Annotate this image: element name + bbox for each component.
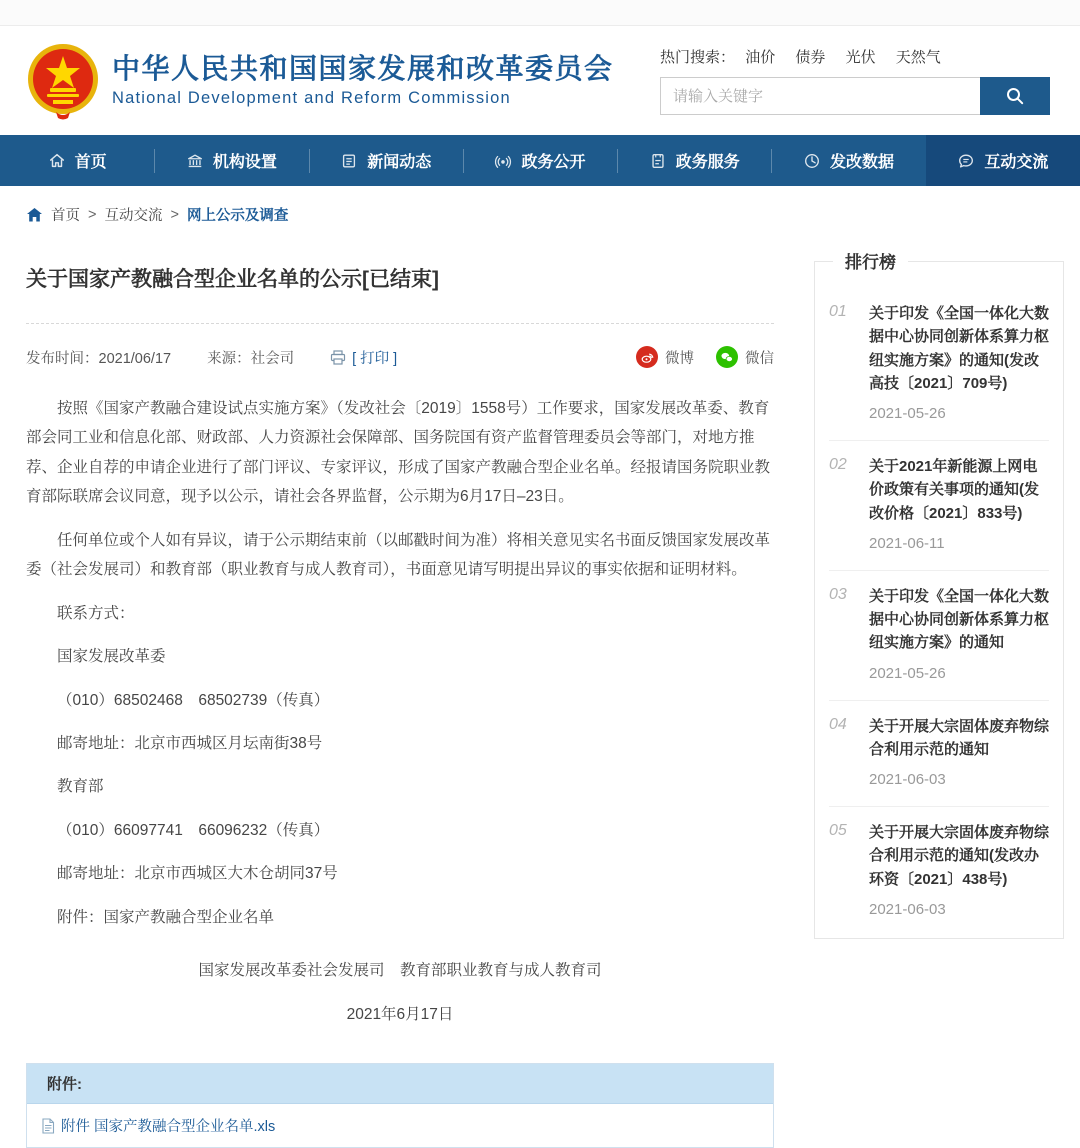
list-item	[829, 441, 1049, 571]
ranking-item-date: 2021-06-03	[869, 900, 946, 918]
contact-line: 教育部	[57, 778, 104, 796]
ranking-item-title[interactable]: 关于印发《全国一体化大数据中心协同创新体系算力枢纽实施方案》的通知(发改高技〔2021〕709号)	[869, 305, 1050, 392]
search-icon	[1005, 86, 1025, 106]
broadcast-icon	[494, 152, 512, 170]
ranking-item-date: 2021-05-26	[869, 664, 946, 682]
breadcrumb-separator: >	[170, 206, 179, 223]
ranking-item-date: 2021-06-11	[869, 534, 945, 552]
nav-item-label: 首页	[74, 154, 107, 171]
signature-line: 国家发展改革委社会发展司 教育部职业教育与成人教育司	[198, 962, 602, 980]
top-strip	[0, 0, 1080, 26]
ranking-item-title[interactable]: 关于开展大宗固体废弃物综合利用示范的通知	[869, 717, 1050, 758]
hot-search-term[interactable]: 债券	[795, 49, 826, 66]
site-brand	[112, 53, 660, 107]
breadcrumb-interaction[interactable]: 互动交流	[104, 208, 163, 224]
nav-item-news[interactable]	[309, 135, 463, 186]
news-icon	[340, 152, 358, 170]
nav-item-home[interactable]	[0, 135, 154, 186]
contact-line: （010）68502468 68502739（传真）	[57, 691, 330, 709]
search-button[interactable]	[980, 77, 1050, 115]
hot-search-term[interactable]: 光伏	[845, 49, 876, 66]
title-divider	[26, 323, 774, 324]
national-emblem-logo	[26, 42, 100, 120]
rank-number: 03	[829, 585, 847, 603]
file-icon	[41, 1118, 55, 1134]
data-icon	[803, 152, 821, 170]
contact-line: （010）66097741 66096232（传真）	[57, 821, 330, 839]
page-title: 关于国家产教融合型企业名单的公示[已结束]	[26, 268, 439, 291]
contact-line: 附件：国家产教融合型企业名单	[57, 908, 275, 926]
contact-line: 国家发展改革委	[57, 648, 166, 666]
home-icon	[26, 207, 43, 223]
hot-search-bar	[660, 46, 1050, 67]
nav-item-label: 互动交流	[984, 154, 1049, 171]
nav-item-orgs[interactable]	[154, 135, 308, 186]
service-icon	[649, 152, 667, 170]
main-nav	[0, 135, 1080, 186]
hot-search-term[interactable]: 油价	[745, 49, 776, 66]
print-label: [ 打印 ]	[352, 350, 398, 367]
ranking-list	[815, 262, 1063, 924]
chat-icon	[957, 152, 975, 170]
attachment-header: 附件:	[27, 1064, 773, 1104]
ranking-item-date: 2021-05-26	[869, 405, 946, 422]
sidebar	[814, 235, 1064, 1148]
list-item	[829, 571, 1049, 701]
breadcrumb-current[interactable]: 网上公示及调查	[186, 208, 289, 224]
breadcrumb-home[interactable]: 首页	[51, 208, 80, 224]
contact-line: 联系方式：	[57, 604, 135, 622]
rank-number: 05	[829, 822, 847, 839]
signature-date: 2021年6月17日	[346, 1005, 454, 1023]
article-source: 来源：社会司	[207, 350, 295, 367]
nav-item-label: 政务服务	[675, 154, 740, 171]
share-wechat-button[interactable]	[716, 346, 774, 368]
ranking-item-title[interactable]: 关于开展大宗固体废弃物综合利用示范的通知(发改办环资〔2021〕438号)	[869, 824, 1050, 888]
list-item	[829, 288, 1049, 441]
article-column	[26, 235, 774, 1148]
ranking-box	[814, 253, 1064, 939]
article-meta	[26, 346, 774, 368]
article-body	[26, 394, 774, 1029]
rank-number: 01	[829, 303, 847, 320]
site-header	[0, 26, 1080, 135]
list-item	[829, 807, 1049, 924]
ranking-item-title[interactable]: 关于2021年新能源上网电价政策有关事项的通知(发改价格〔2021〕833号)	[869, 458, 1039, 522]
nav-item-label: 政务公开	[521, 154, 586, 171]
breadcrumb	[26, 204, 1054, 225]
printer-icon	[330, 350, 346, 365]
attachment-file-link[interactable]: 附件 国家产教融合型企业名单.xls	[61, 1119, 276, 1135]
attachment-box	[26, 1063, 774, 1148]
nav-item-label: 机构设置	[212, 154, 277, 171]
search-input[interactable]	[660, 77, 980, 115]
paragraph: 任何单位或个人如有异议，请于公示期结束前（以邮戳时间为准）将相关意见实名书面反馈国家发展改革委（社会发展司）和教育部（职业教育与成人教育司），书面意见请写明提出异议的事实依据和证明材料。	[26, 531, 771, 579]
print-button[interactable]	[330, 347, 397, 368]
list-item	[829, 701, 1049, 808]
nav-item-interaction[interactable]	[926, 135, 1080, 186]
wechat-icon	[716, 346, 738, 368]
nav-item-data[interactable]	[771, 135, 925, 186]
contact-line: 邮寄地址：北京市西城区月坛南街38号	[57, 734, 323, 752]
publish-date: 发布时间：2021/06/17	[26, 350, 172, 367]
site-title-en: National Development and Reform Commission	[112, 88, 511, 107]
nav-item-disclosure[interactable]	[463, 135, 617, 186]
site-title-cn: 中华人民共和国国家发展和改革委员会	[112, 53, 614, 85]
share-weibo-label: 微博	[665, 350, 694, 367]
rank-number: 02	[829, 456, 847, 473]
hot-search-term[interactable]: 天然气	[895, 49, 941, 66]
home-icon	[48, 152, 66, 170]
share-weibo-button[interactable]	[636, 346, 694, 368]
bank-icon	[186, 152, 204, 170]
paragraph: 按照《国家产教融合建设试点实施方案》（发改社会〔2019〕1558号）工作要求，国家发展改革委、教育部会同工业和信息化部、财政部、人力资源社会保障部、国务院国有资产监督管理委员会等部门，对地方推荐、企业自荐的申请企业进行了部门评议、专家评议，形成了国家产教融合型企业名单。经报请国务院职业教育部际联席会议同意，现予以公示，请社会各界监督，公示期为6月17日–23日。	[26, 400, 771, 506]
share-wechat-label: 微信	[745, 350, 774, 367]
nav-item-label: 新闻动态	[367, 154, 432, 171]
ranking-item-date: 2021-06-03	[869, 771, 946, 788]
rank-number: 04	[829, 715, 847, 733]
attachment-row[interactable]	[27, 1104, 773, 1147]
weibo-icon	[636, 346, 658, 368]
nav-item-services[interactable]	[617, 135, 771, 186]
contact-line: 邮寄地址：北京市西城区大木仓胡同37号	[57, 865, 338, 883]
ranking-item-title[interactable]: 关于印发《全国一体化大数据中心协同创新体系算力枢纽实施方案》的通知	[869, 587, 1050, 652]
breadcrumb-separator: >	[88, 206, 97, 223]
nav-item-label: 发改数据	[830, 154, 895, 171]
hot-search-label: 热门搜索：	[660, 49, 736, 66]
ranking-title: 排行榜	[833, 248, 908, 273]
